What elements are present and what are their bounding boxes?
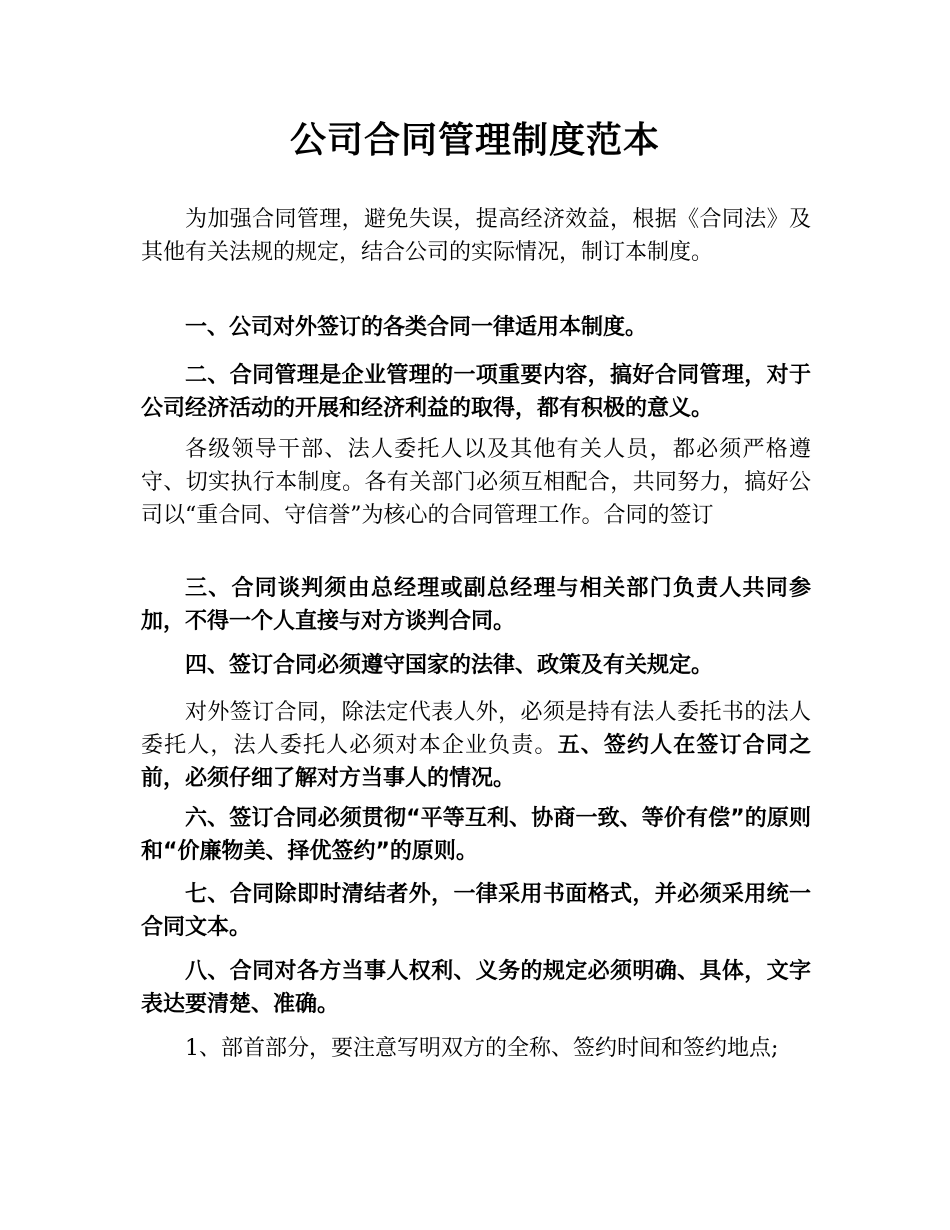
paragraph-article-2: 二、合同管理是企业管理的一项重要内容，搞好合同管理，对于公司经济活动的开展和经济利益的取得，都有积极的意义。: [141, 363, 811, 421]
paragraph-article-3: 三、合同谈判须由总经理或副总经理与相关部门负责人共同参加，不得一个人直接与对方谈判合同。: [141, 576, 811, 634]
paragraph-item-1: 1、部首部分，要注意写明双方的全称、签约时间和签约地点;: [185, 1036, 779, 1061]
paragraph-intro: 为加强合同管理，避免失误，提高经济效益，根据《合同法》及其他有关法规的规定，结合公司的实际情况，制订本制度。: [141, 207, 811, 265]
paragraph-article-1: 一、公司对外签订的各类合同一律适用本制度。: [185, 315, 648, 340]
paragraph-signatory: [141, 696, 811, 795]
paragraph-responsibility: 各级领导干部、法人委托人以及其他有关人员，都必须严格遵守、切实执行本制度。各有关部门必须互相配合，共同努力，搞好公司以“重合同、守信誉”为核心的合同管理工作。合同的签订: [141, 437, 811, 528]
paragraph-article-8: 八、合同对各方当事人权利、义务的规定必须明确、具体，文字表达要清楚、准确。: [141, 959, 811, 1017]
paragraph-signatory-text: 对外签订合同，除法定代表人外，必须是持有法人委托书的法人委托人，法人委托人必须对本企业负责。: [141, 700, 811, 758]
document-title: 公司合同管理制度范本: [289, 120, 660, 161]
paragraph-article-5: 五、签约人在签订合同之前，必须仔细了解对方当事人的情况。: [141, 733, 811, 791]
paragraph-article-4: 四、签订合同必须遵守国家的法律、政策及有关规定。: [185, 653, 714, 678]
paragraph-article-6: 六、签订合同必须贯彻“平等互利、协商一致、等价有偿”的原则和“价廉物美、择优签约”的原则。: [141, 806, 811, 864]
paragraph-article-7: 七、合同除即时清结者外，一律采用书面格式，并必须采用统一合同文本。: [141, 882, 811, 940]
